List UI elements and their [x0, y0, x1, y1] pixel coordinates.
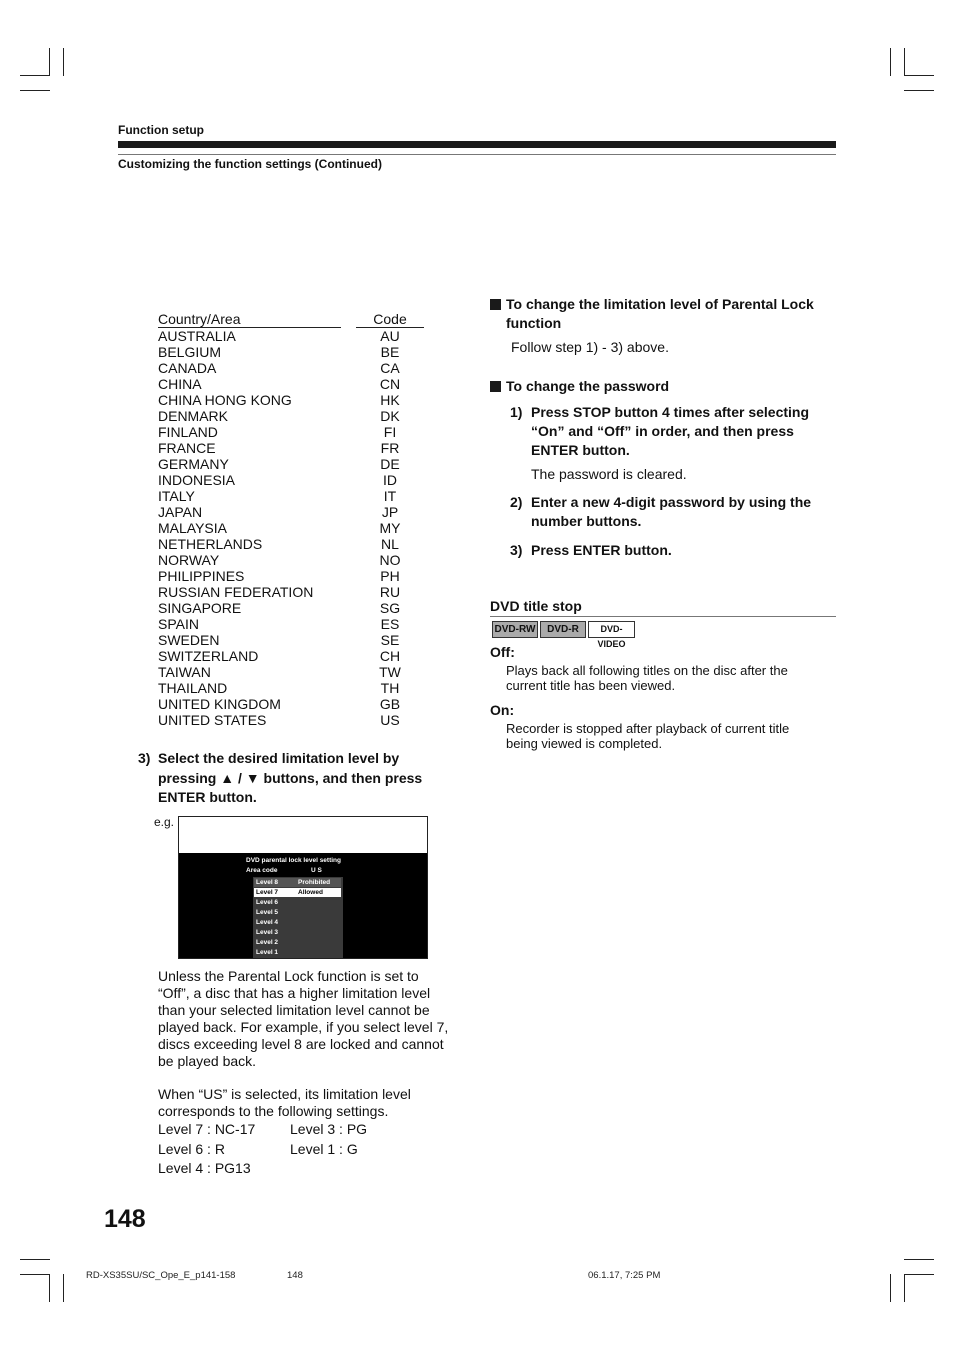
level-list: [253, 877, 343, 958]
level-row[interactable]: [254, 908, 341, 917]
country-name: SINGAPORE: [158, 600, 242, 616]
table-header: [158, 311, 424, 328]
description-line: Recorder is stopped after playback of current title: [506, 721, 790, 736]
country-code: MY: [379, 520, 401, 536]
crop-mark: [904, 1274, 905, 1302]
step-number: 3): [138, 750, 151, 766]
paragraph-line: than your selected limitation level cannot be: [158, 1002, 430, 1018]
country-name: AUSTRALIA: [158, 328, 236, 344]
country-code: AU: [380, 328, 400, 344]
country-code: IT: [383, 488, 397, 504]
paragraph-line: corresponds to the following settings.: [158, 1103, 389, 1119]
country-code: CN: [379, 376, 401, 392]
rating-item: Level 1 : G: [290, 1141, 358, 1157]
level-name: Level 5: [256, 909, 279, 916]
country-name: SWEDEN: [158, 632, 220, 648]
footer-file: RD-XS35SU/SC_Ope_E_p141-158: [86, 1270, 236, 1281]
paragraph-line: played back. For example, if you select level 7,: [158, 1019, 449, 1035]
country-code: NO: [379, 552, 401, 568]
country-code: CA: [380, 360, 400, 376]
table-body: [158, 328, 424, 728]
footer-page: 148: [287, 1270, 303, 1281]
crop-mark: [20, 1259, 50, 1260]
country-name: GERMANY: [158, 456, 229, 472]
col-country-header: Country/Area: [158, 311, 341, 328]
password-cleared-note: The password is cleared.: [531, 466, 687, 482]
level-row[interactable]: [254, 938, 341, 947]
crop-mark: [904, 75, 934, 76]
level-row[interactable]: [254, 888, 341, 897]
table-row: [158, 520, 424, 536]
example-label: e.g.: [154, 815, 175, 829]
country-code: GB: [379, 696, 401, 712]
step-text-line: Enter a new 4-digit password by using the: [531, 494, 812, 510]
table-row: [158, 504, 424, 520]
country-code: BE: [380, 344, 400, 360]
step-text-line: ENTER button.: [531, 442, 630, 458]
country-code: DK: [380, 408, 400, 424]
header-rule: [118, 141, 836, 148]
password-step: [510, 403, 836, 460]
level-row[interactable]: [254, 948, 341, 957]
on-label: On:: [490, 702, 515, 718]
table-row: [158, 648, 424, 664]
country-name: TAIWAN: [158, 664, 211, 680]
crop-mark: [63, 48, 64, 76]
level-row[interactable]: [254, 928, 341, 937]
level-row[interactable]: [254, 898, 341, 907]
header-subrule: [118, 154, 836, 155]
country-code-table: [158, 311, 424, 728]
country-code: HK: [380, 392, 400, 408]
country-name: PHILIPPINES: [158, 568, 245, 584]
table-row: [158, 376, 424, 392]
change-level-title-line2: function: [506, 315, 562, 331]
badge-dvd-r: DVD-R: [540, 621, 586, 638]
page-subtitle: Customizing the function settings (Continued): [118, 157, 382, 171]
change-level-body: Follow step 1) - 3) above.: [511, 339, 669, 355]
screen-title: DVD parental lock level setting: [246, 857, 342, 864]
paragraph-line: When “US” is selected, its limitation level: [158, 1086, 411, 1102]
on-description: [506, 721, 789, 751]
table-row: [158, 584, 424, 600]
change-password-heading: [490, 377, 836, 396]
country-name: RUSSIAN FEDERATION: [158, 584, 314, 600]
footer-date: 06.1.17, 7:25 PM: [588, 1270, 661, 1281]
country-code: TH: [380, 680, 400, 696]
table-row: [158, 632, 424, 648]
table-row: [158, 600, 424, 616]
country-code: ES: [380, 616, 400, 632]
page-number: 148: [104, 1205, 146, 1233]
country-name: SWITZERLAND: [158, 648, 259, 664]
country-code: SE: [380, 632, 400, 648]
rating-item: Level 4 : PG13: [158, 1160, 251, 1176]
country-code: FI: [383, 424, 397, 440]
table-row: [158, 616, 424, 632]
crop-mark: [904, 1274, 934, 1275]
crop-mark: [49, 48, 50, 76]
crop-mark: [20, 75, 50, 76]
table-row: [158, 456, 424, 472]
level-name: Level 7: [256, 889, 279, 896]
paragraph-line: discs exceeding level 8 are locked and cannot: [158, 1036, 444, 1052]
us-level-explanation: [158, 1086, 468, 1120]
step-text-line: Press STOP button 4 times after selecting: [531, 404, 810, 420]
country-code: JP: [381, 504, 399, 520]
level-name: Level 6: [256, 899, 279, 906]
description-line: current title has been viewed.: [506, 678, 676, 693]
table-row: [158, 472, 424, 488]
step-text-line: number buttons.: [531, 513, 642, 529]
country-name: BELGIUM: [158, 344, 222, 360]
country-code: US: [380, 712, 400, 728]
badge-dvd-rw: DVD-RW: [492, 621, 538, 638]
table-row: [158, 328, 424, 344]
crop-mark: [63, 1274, 64, 1302]
dvd-title-stop-heading: DVD title stop: [490, 598, 582, 614]
crop-mark: [20, 1274, 50, 1275]
parental-lock-explanation: [158, 968, 468, 1070]
crop-mark: [890, 48, 891, 76]
country-name: UNITED STATES: [158, 712, 267, 728]
country-code: RU: [379, 584, 401, 600]
level-row[interactable]: [254, 878, 341, 887]
step-text-line: Press ENTER button.: [531, 542, 672, 558]
change-level-heading: [490, 295, 836, 333]
table-row: [158, 360, 424, 376]
level-row[interactable]: [254, 918, 341, 927]
badge-dvd-video: DVD-VIDEO: [588, 621, 635, 638]
level-status: Allowed: [298, 889, 323, 896]
country-code: SG: [379, 600, 401, 616]
table-row: [158, 488, 424, 504]
crop-mark: [904, 48, 905, 76]
table-row: [158, 344, 424, 360]
description-line: being viewed is completed.: [506, 736, 663, 751]
crop-mark: [904, 90, 934, 91]
dvd-title-stop-rule: [490, 616, 836, 617]
country-name: NORWAY: [158, 552, 220, 568]
level-status: Prohibited: [298, 879, 331, 886]
password-step: [510, 541, 836, 560]
rating-item: Level 6 : R: [158, 1141, 225, 1157]
paragraph-line: Unless the Parental Lock function is set to: [158, 968, 419, 984]
step-text: Select the desired limitation level by pressing ▲ / ▼ buttons, and then press ENTER button.: [158, 750, 423, 805]
level-name: Level 3: [256, 929, 279, 936]
square-bullet-icon: [490, 381, 501, 392]
crop-mark: [890, 1274, 891, 1302]
area-code-value: U S: [311, 867, 322, 874]
country-code: ID: [383, 472, 397, 488]
level-name: Level 8: [256, 879, 279, 886]
paragraph-line: “Off”, a disc that has a higher limitation level: [158, 985, 431, 1001]
country-code: FR: [380, 440, 400, 456]
step-number: 3): [510, 542, 523, 558]
change-level-title-line1: To change the limitation level of Parental Lock: [506, 296, 814, 312]
rating-item: Level 7 : NC-17: [158, 1121, 256, 1137]
country-name: INDONESIA: [158, 472, 236, 488]
off-description: [506, 663, 788, 693]
country-name: JAPAN: [158, 504, 203, 520]
table-row: [158, 440, 424, 456]
crop-mark: [49, 1274, 50, 1302]
area-code-label: Area code: [246, 867, 278, 874]
table-row: [158, 408, 424, 424]
table-row: [158, 568, 424, 584]
country-code: TW: [379, 664, 401, 680]
table-row: [158, 680, 424, 696]
table-row: [158, 712, 424, 728]
table-row: [158, 392, 424, 408]
level-name: Level 4: [256, 919, 279, 926]
paragraph-line: be played back.: [158, 1053, 257, 1069]
country-code: PH: [380, 568, 400, 584]
off-label: Off:: [490, 644, 515, 660]
country-code: NL: [381, 536, 399, 552]
table-row: [158, 696, 424, 712]
country-name: ITALY: [158, 488, 195, 504]
country-name: CHINA HONG KONG: [158, 392, 292, 408]
country-code: DE: [380, 456, 400, 472]
table-row: [158, 424, 424, 440]
country-name: FINLAND: [158, 424, 218, 440]
level-name: Level 2: [256, 939, 279, 946]
country-name: CHINA: [158, 376, 202, 392]
country-name: UNITED KINGDOM: [158, 696, 281, 712]
country-name: CANADA: [158, 360, 217, 376]
description-line: Plays back all following titles on the disc after the: [506, 663, 788, 678]
crop-mark: [20, 90, 50, 91]
col-code-header: Code: [356, 311, 424, 328]
country-name: SPAIN: [158, 616, 199, 632]
country-name: DENMARK: [158, 408, 229, 424]
level-name: Level 1: [256, 949, 279, 956]
country-code: CH: [379, 648, 401, 664]
table-row: [158, 552, 424, 568]
country-name: THAILAND: [158, 680, 228, 696]
change-password-title: To change the password: [506, 378, 670, 394]
crop-mark: [904, 1259, 934, 1260]
screen-display: [179, 853, 427, 958]
country-name: NETHERLANDS: [158, 536, 263, 552]
example-screen: [178, 816, 428, 959]
rating-item: Level 3 : PG: [290, 1121, 368, 1137]
step-text-line: “On” and “Off” in order, and then press: [531, 423, 794, 439]
square-bullet-icon: [490, 299, 501, 310]
table-row: [158, 664, 424, 680]
section-title: Function setup: [118, 123, 204, 137]
step-number: 1): [510, 404, 523, 420]
table-row: [158, 536, 424, 552]
step-number: 2): [510, 494, 523, 510]
password-step: [510, 493, 836, 531]
country-name: FRANCE: [158, 440, 216, 456]
country-name: MALAYSIA: [158, 520, 227, 536]
